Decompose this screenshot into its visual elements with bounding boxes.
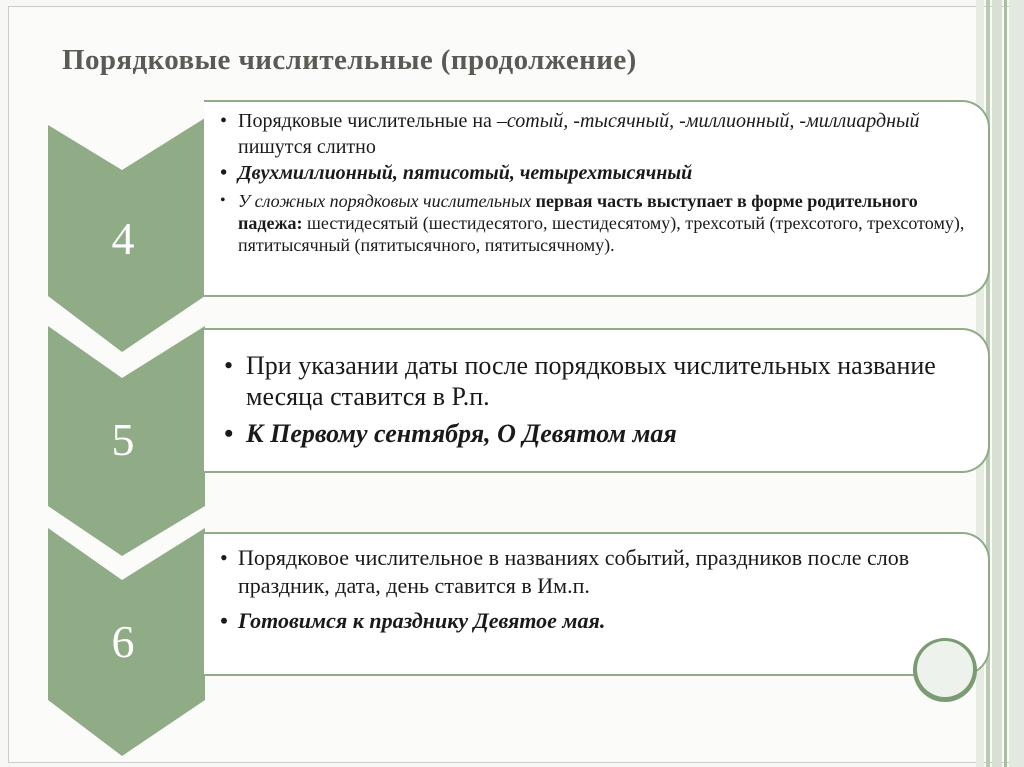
- step-number-6: 6: [111, 616, 135, 667]
- step-number-5: 5: [111, 414, 135, 465]
- step-4-bullets: [218, 108, 968, 256]
- bullet-item: • У сложных порядковых числительных первая часть выступает в форме родительного падежа: шестидесятый (шестидесятого, шестидесятому), трехсотый (трехсотого, трехсотому), пятитысячный (пятитысячного, пятитысячному).: [218, 190, 968, 256]
- step-5-bullets: [222, 350, 978, 449]
- step-number-4: 4: [111, 213, 135, 264]
- decorative-circle-inner: [917, 641, 973, 697]
- bullet-item: • Двухмиллионный, пятисотый, четырехтысячный: [218, 160, 968, 186]
- step-5-card: [204, 328, 990, 473]
- bullet-item: • К Первому сентября, О Девятом мая: [222, 418, 978, 449]
- step-4-card: [204, 100, 990, 297]
- bullet-item: • Порядковое числительное в названиях событий, праздников после слов праздник, дата, день ставится в Им.п.: [218, 544, 968, 600]
- bullet-item: • Готовимся к празднику Девятое мая.: [218, 607, 968, 635]
- bullet-item: • Порядковые числительные на –сотый, -тысячный, -миллионный, -миллиардный пишутся слитно: [218, 108, 968, 160]
- step-6-card: [204, 532, 990, 676]
- bullet-item: • При указании даты после порядковых числительных название месяца ставится в Р.п.: [222, 350, 978, 412]
- step-6-bullets: [218, 544, 968, 635]
- slide-title: Порядковые числительные (продолжение): [62, 44, 637, 76]
